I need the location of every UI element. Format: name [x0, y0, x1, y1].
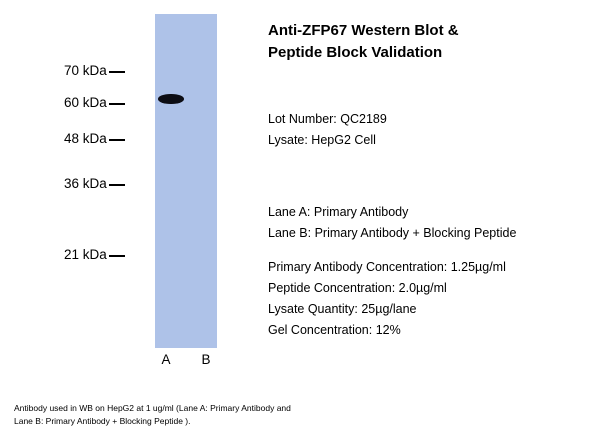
mw-marker-tick: [109, 71, 125, 73]
primary-antibody-concentration-text: Primary Antibody Concentration: 1.25µg/ml: [268, 260, 506, 274]
lane-label-a: A: [161, 352, 171, 367]
lot-info-block: [268, 110, 387, 152]
mw-marker-21: [64, 247, 125, 262]
figure-caption: [14, 402, 434, 428]
mw-marker-60: [64, 95, 125, 110]
mw-marker-label: 21 kDa: [64, 247, 107, 262]
peptide-concentration-text: Peptide Concentration: 2.0µg/ml: [268, 281, 447, 296]
lane-label-b: B: [201, 352, 211, 367]
lysate-quantity-text: Lysate Quantity: 25µg/lane: [268, 302, 417, 317]
mw-marker-48: [64, 131, 125, 146]
figure-title-line1: Anti-ZFP67 Western Blot &: [268, 22, 459, 39]
lot-number-text: Lot Number: QC2189: [268, 112, 387, 126]
concentration-block: [268, 258, 506, 343]
mw-marker-36: [64, 176, 125, 191]
gel-lane-strip: [155, 14, 217, 348]
lane-legend-block: [268, 203, 516, 245]
mw-marker-label: 70 kDa: [64, 63, 107, 78]
lane-b-legend-text: Lane B: Primary Antibody + Blocking Peptide: [268, 226, 517, 241]
mw-marker-tick: [109, 103, 125, 105]
mw-marker-label: 60 kDa: [64, 95, 107, 110]
lane-a-legend-text: Lane A: Primary Antibody: [268, 205, 409, 219]
mw-marker-70: [64, 63, 125, 78]
lysate-text: Lysate: HepG2 Cell: [268, 133, 376, 148]
figure-title-line2: Peptide Block Validation: [268, 43, 443, 61]
protein-band: [158, 94, 184, 104]
figure-title: [268, 20, 588, 64]
mw-marker-tick: [109, 184, 125, 186]
mw-marker-tick: [109, 139, 125, 141]
gel-concentration-text: Gel Concentration: 12%: [268, 323, 401, 338]
mw-marker-label: 48 kDa: [64, 131, 107, 146]
figure-caption-line1: Antibody used in WB on HepG2 at 1 ug/ml (Lane A: Primary Antibody and: [14, 403, 291, 413]
mw-marker-tick: [109, 255, 125, 257]
figure-caption-line2: Lane B: Primary Antibody + Blocking Peptide ).: [14, 415, 191, 426]
mw-marker-label: 36 kDa: [64, 176, 107, 191]
